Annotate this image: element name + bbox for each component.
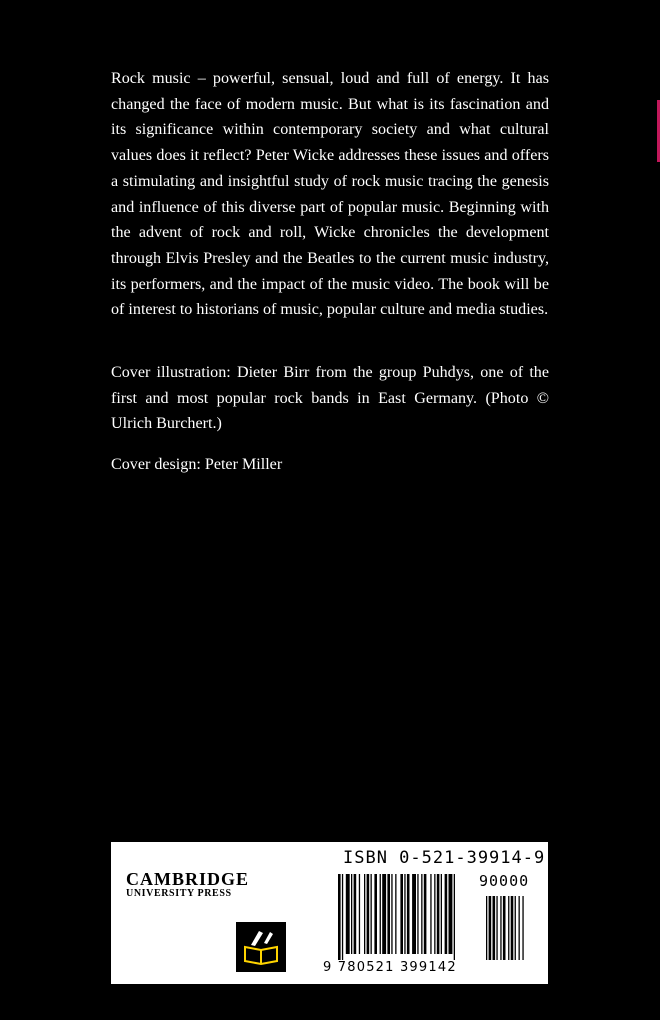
- back-cover-blurb: Rock music – powerful, sensual, loud and full of energy. It has changed the face of modern music. But what is its fascination and its significance within contemporary society and what cultural values does it reflect? Peter Wicke addresses these issues and offers a stimulating and insightful study of rock music tracing the genesis and influence of this diverse part of popular music. Beginning with the advent of rock and roll, Wicke chronicles the development through Elvis Presley and the Beatles to the current music industry, its performers, and the impact of the music video. The book will be of interest to historians of music, popular culture and media studies.: [111, 70, 549, 319]
- cambridge-book-logo-icon: [236, 922, 286, 972]
- publisher-name: CAMBRIDGE: [126, 869, 250, 889]
- cover-illustration-credit: Cover illustration: Dieter Birr from the group Puhdys, one of the first and most popular rock bands in East Germany. (Photo © Ulrich Burchert.): [111, 364, 549, 433]
- publisher-barcode-panel: [111, 842, 548, 984]
- publisher-subtitle: UNIVERSITY PRESS: [126, 888, 232, 899]
- isbn-number: ISBN 0-521-39914-9: [343, 848, 546, 868]
- barcode-addon-code: 90000: [479, 872, 530, 890]
- barcode-digits: 9 780521 399142: [323, 960, 457, 975]
- cover-design-credit: Cover design: Peter Miller: [111, 456, 283, 473]
